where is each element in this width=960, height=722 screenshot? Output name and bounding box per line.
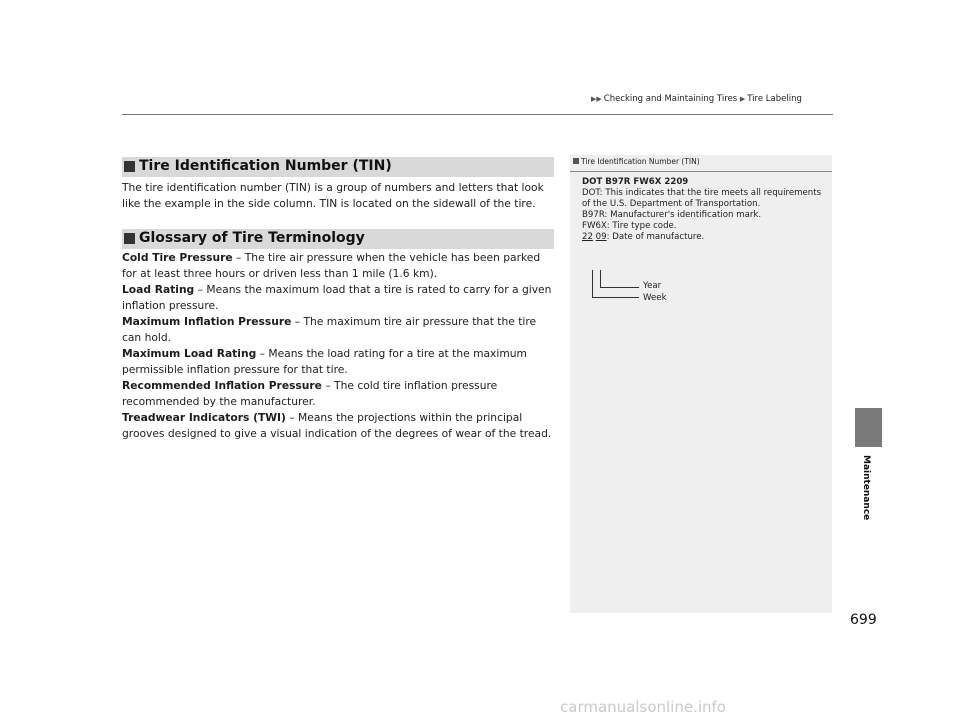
breadcrumb-part1: Checking and Maintaining Tires	[603, 94, 738, 104]
heading-text: Glossary of Tire Terminology	[139, 230, 365, 246]
fw6x-explanation: FW6X: Tire type code.	[582, 221, 677, 231]
week-digits: 22	[582, 232, 593, 242]
section-heading-tin	[122, 157, 554, 177]
heading-text: Tire Identification Number (TIN)	[139, 158, 392, 174]
glossary-definition: – The tire air pressure when the vehicle has been parked for at least three hours or driven less than 1 mile (1.6 km).	[122, 251, 541, 280]
glossary-entry	[122, 314, 554, 346]
glossary-term: Maximum Inflation Pressure	[122, 315, 292, 328]
year-digits: 09	[595, 232, 607, 242]
glossary-term: Load Rating	[122, 283, 195, 296]
week-label: Week	[643, 293, 667, 303]
side-body	[582, 177, 822, 243]
glossary-definition: – Means the maximum load that a tire is rated to carry for a given inflation pressure.	[122, 283, 552, 312]
glossary-term: Treadwear Indicators (TWI)	[122, 411, 286, 424]
page-number: 699	[850, 612, 877, 628]
dot-explanation: DOT: This indicates that the tire meets all requirements of the U.S. Department of Transportation.	[582, 188, 822, 209]
square-bullet-icon	[124, 161, 135, 172]
side-title-text: Tire Identification Number (TIN)	[581, 157, 700, 166]
arrow-icon: ▶▶	[591, 95, 602, 103]
glossary-definition: – The maximum tire air pressure that the tire can hold.	[122, 315, 537, 344]
date-explanation	[582, 232, 822, 243]
chapter-label: Maintenance	[861, 455, 871, 521]
glossary-term: Maximum Load Rating	[122, 347, 257, 360]
year-label: Year	[643, 281, 662, 291]
side-column	[570, 155, 832, 613]
square-bullet-icon	[573, 158, 579, 164]
header-rule	[122, 114, 833, 115]
breadcrumb-part2: Tire Labeling	[747, 94, 802, 104]
glossary-definition: – Means the projections within the principal grooves designed to give a visual indication of the degrees of wear of the tread.	[122, 411, 552, 440]
year-bracket-line	[600, 270, 639, 288]
tin-example-code: DOT B97R FW6X 2209	[582, 177, 689, 187]
glossary-term: Recommended Inflation Pressure	[122, 379, 322, 392]
glossary-definition: – The cold tire inflation pressure recommended by the manufacturer.	[122, 379, 498, 408]
glossary-entry	[122, 250, 554, 282]
glossary-definition: – Means the load rating for a tire at the maximum permissible inflation pressure for that tire.	[122, 347, 527, 376]
glossary-entry	[122, 410, 554, 442]
chapter-tab	[855, 408, 882, 447]
date-suffix: : Date of manufacture.	[606, 232, 705, 242]
section-heading-glossary	[122, 229, 554, 249]
arrow-icon: ▶	[739, 95, 746, 103]
glossary-entry	[122, 378, 554, 410]
glossary-entry	[122, 282, 554, 314]
glossary-term: Cold Tire Pressure	[122, 251, 233, 264]
square-bullet-icon	[124, 233, 135, 244]
tin-paragraph: The tire identification number (TIN) is a group of numbers and letters that look like the example in the side column. TIN is located on the sidewall of the tire.	[122, 181, 544, 210]
watermark: carmanualsonline.info	[560, 698, 726, 716]
glossary-entry	[122, 346, 554, 378]
glossary-list	[122, 250, 554, 442]
side-title	[573, 157, 700, 166]
b97r-explanation: B97R: Manufacturer's identification mark.	[582, 210, 762, 220]
breadcrumb	[591, 94, 802, 104]
side-title-rule	[570, 171, 832, 172]
